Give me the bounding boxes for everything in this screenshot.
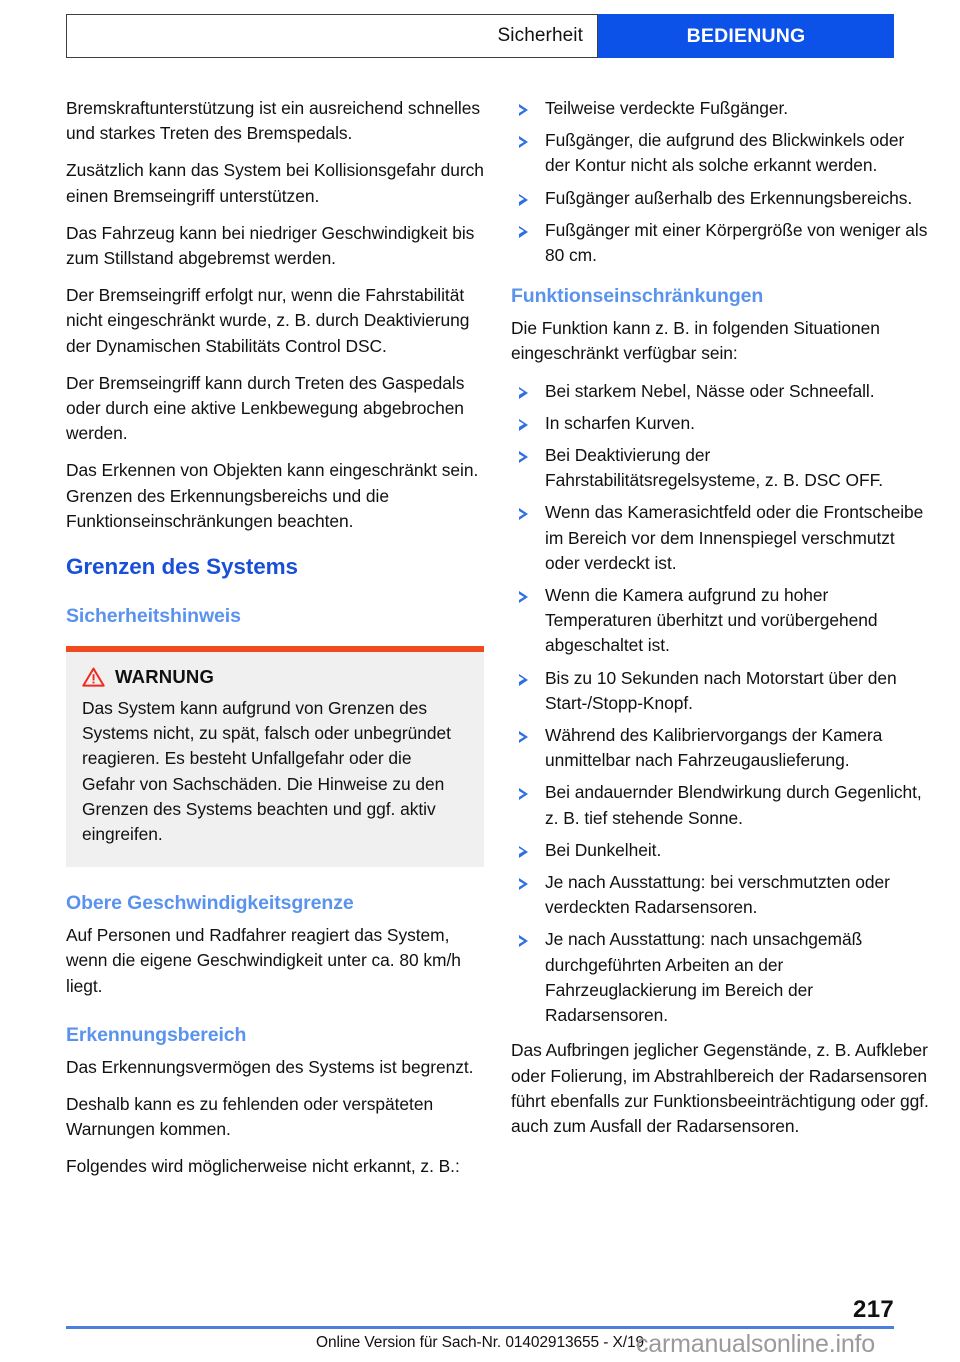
triangle-bullet-icon <box>519 788 528 800</box>
limitation-bullet-list <box>511 379 929 1029</box>
warning-triangle-icon <box>82 667 105 687</box>
list-item-text: Bei andauernder Blendwirkung durch Gegenlicht, z. B. tief stehende Sonne. <box>545 782 922 828</box>
paragraph: Der Bremseingriff kann durch Treten des Gaspedals oder durch eine aktive Lenkbewegung abgebrochen werden. <box>66 372 465 444</box>
list-item <box>511 780 929 830</box>
subsection-heading-funktionseinschraenkungen: Funktionseinschränkungen <box>511 285 764 308</box>
header-section-label: Sicherheit <box>497 25 583 46</box>
list-item <box>511 870 929 920</box>
list-item <box>511 666 929 716</box>
list-item <box>511 838 929 863</box>
warning-box <box>66 646 484 867</box>
triangle-bullet-icon <box>519 731 528 743</box>
footer-note: Online Version für Sach-Nr. 01402913655 - X/19 <box>316 1334 644 1351</box>
header-section-box <box>66 14 598 58</box>
triangle-bullet-icon <box>519 226 528 238</box>
triangle-bullet-icon <box>519 104 528 116</box>
triangle-bullet-icon <box>519 674 528 686</box>
warning-header <box>82 666 468 688</box>
warning-title: WARNUNG <box>115 666 215 688</box>
page-header <box>66 14 894 58</box>
section-heading-grenzen-des-systems: Grenzen des Systems <box>66 554 298 580</box>
page-content <box>0 96 960 1276</box>
paragraph: Zusätzlich kann das System bei Kollisionsgefahr durch einen Bremseingriff unterstützen. <box>66 160 484 206</box>
list-item-text: Je nach Ausstattung: bei verschmutzten oder verdeckten Radarsensoren. <box>545 872 890 918</box>
list-item <box>511 96 929 121</box>
paragraph: Deshalb kann es zu fehlenden oder verspäteten Warnungen kommen. <box>66 1094 434 1140</box>
paragraph: Auf Personen und Radfahrer reagiert das System, wenn die eigene Geschwindigkeit unter ca. 80 km/h liegt. <box>66 925 461 996</box>
triangle-bullet-icon <box>519 451 528 463</box>
list-item <box>511 927 929 1028</box>
footer-divider <box>66 1326 894 1329</box>
watermark-text: carmanualsonline.info <box>636 1330 876 1358</box>
triangle-bullet-icon <box>519 878 528 890</box>
triangle-bullet-icon <box>519 387 528 399</box>
paragraph: Das Erkennen von Objekten kann eingeschränkt sein. Grenzen des Erkennungsbereichs und die Funktionseinschränkungen beachten. <box>66 460 479 531</box>
list-item-text: Bei starkem Nebel, Nässe oder Schneefall. <box>545 380 875 401</box>
triangle-bullet-icon <box>519 935 528 947</box>
list-item-text: Je nach Ausstattung: nach unsachgemäß durchgeführten Arbeiten an der Fahrzeuglackierung im Bereich der Radarsensoren. <box>545 929 863 1026</box>
warning-text: Das System kann aufgrund von Grenzen des Systems nicht, zu spät, falsch oder unbegründet reagieren. Es besteht Unfallgefahr oder die Gefahr von Sachschäden. Die Hinweise zu den Grenzen des Systems beachten und ggf. aktiv eingreifen. <box>82 698 451 845</box>
triangle-bullet-icon <box>519 194 528 206</box>
list-item <box>511 500 929 576</box>
paragraph: Der Bremseingriff erfolgt nur, wenn die Fahrstabilität nicht eingeschränkt wurde, z. B. durch Deaktivierung der Dynamischen Stabilitäts Control DSC. <box>66 285 470 356</box>
paragraph: Das Erkennungsvermögen des Systems ist begrenzt. <box>66 1056 474 1077</box>
list-item-text: Während des Kalibriervorgangs der Kamera unmittelbar nach Fahrzeugauslieferung. <box>545 725 883 771</box>
list-item-text: Wenn die Kamera aufgrund zu hoher Temperaturen überhitzt und vorübergehend abgeschaltet ist. <box>545 585 878 656</box>
list-item-text: Bei Deaktivierung der Fahrstabilitätsregelsysteme, z. B. DSC OFF. <box>545 445 884 491</box>
triangle-bullet-icon <box>519 591 528 603</box>
right-column <box>511 96 929 1151</box>
list-item <box>511 583 929 659</box>
subsection-heading-erkennungsbereich: Erkennungsbereich <box>66 1023 247 1046</box>
list-item <box>511 723 929 773</box>
list-item <box>511 443 929 493</box>
paragraph: Die Funktion kann z. B. in folgenden Situationen eingeschränkt verfügbar sein: <box>511 318 880 364</box>
page-number: 217 <box>853 1296 894 1323</box>
paragraph: Folgendes wird möglicherweise nicht erkannt, z. B.: <box>66 1156 460 1177</box>
subsection-heading-sicherheitshinweis: Sicherheitshinweis <box>66 605 241 628</box>
list-item-text: Fußgänger mit einer Körpergröße von weniger als 80 cm. <box>545 219 928 266</box>
list-item-text: Wenn das Kamerasichtfeld oder die Frontscheibe im Bereich vor dem Innenspiegel verschmutzt oder verdeckt ist. <box>545 502 924 573</box>
list-item-text: Fußgänger, die aufgrund des Blickwinkels oder der Kontur nicht als solche erkannt werden. <box>545 130 905 176</box>
left-column <box>66 96 484 1192</box>
paragraph: Bremskraftunterstützung ist ein ausreichend schnelles und starkes Treten des Bremspedals. <box>66 98 480 144</box>
list-item <box>511 379 929 404</box>
subsection-heading-obere-geschwindigkeitsgrenze: Obere Geschwindigkeitsgrenze <box>66 892 354 915</box>
list-item <box>511 218 929 268</box>
list-item-text: Fußgänger außerhalb des Erkennungsbereichs. <box>545 187 913 208</box>
triangle-bullet-icon <box>519 419 528 431</box>
header-chapter-box <box>598 14 894 58</box>
triangle-bullet-icon <box>519 846 528 858</box>
list-item-text: Bis zu 10 Sekunden nach Motorstart über den Start-/Stopp-Knopf. <box>545 667 897 713</box>
list-item <box>511 128 929 178</box>
list-item <box>511 186 929 211</box>
list-item-text: Bei Dunkelheit. <box>545 839 662 860</box>
paragraph: Das Aufbringen jeglicher Gegenstände, z. B. Aufkleber oder Folierung, im Abstrahlbereich der Radarsensoren führt ebenfalls zur Funktionsbeeinträchtigung oder ggf. auch zum Ausfall der Radarsensoren. <box>511 1040 929 1136</box>
list-item <box>511 411 929 436</box>
header-chapter-label: BEDIENUNG <box>686 24 806 47</box>
list-item-text: In scharfen Kurven. <box>545 412 695 433</box>
paragraph: Das Fahrzeug kann bei niedriger Geschwindigkeit bis zum Stillstand abgebremst werden. <box>66 222 475 269</box>
triangle-bullet-icon <box>519 136 528 148</box>
triangle-bullet-icon <box>519 508 528 520</box>
list-item-text: Teilweise verdeckte Fußgänger. <box>545 98 789 118</box>
detection-bullet-list <box>511 96 929 268</box>
